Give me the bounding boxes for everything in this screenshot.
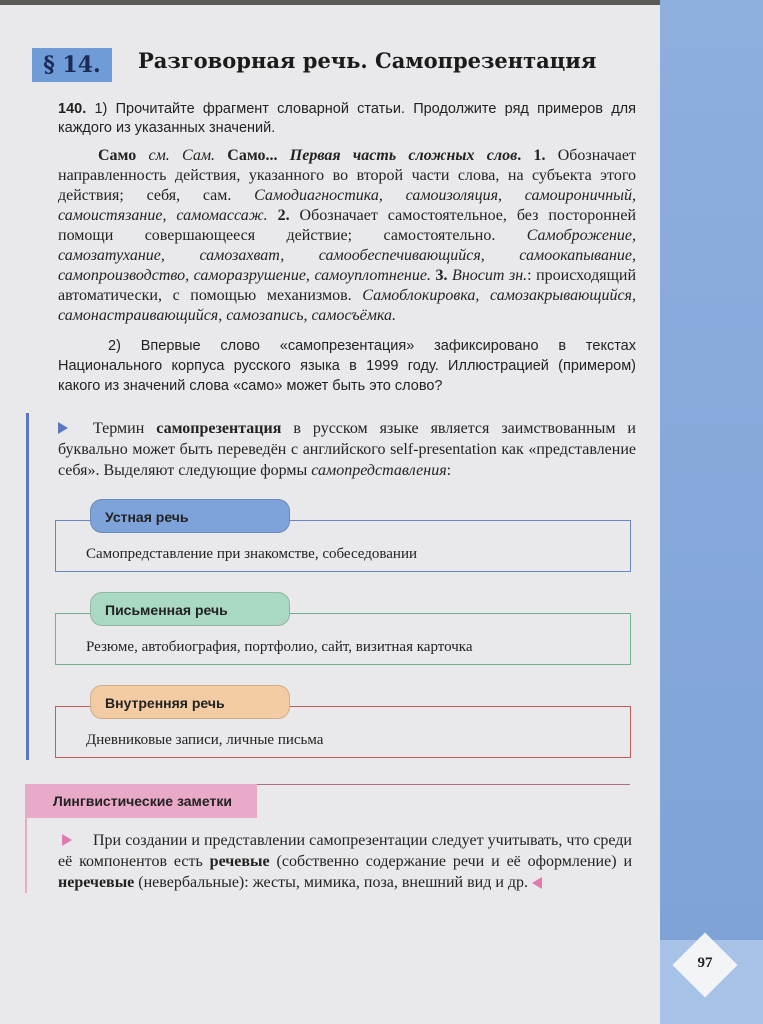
triangle-marker-icon bbox=[58, 422, 68, 434]
form-label-oral: Устная речь bbox=[90, 499, 290, 533]
section-number: § 14. bbox=[32, 48, 112, 82]
section-bar bbox=[26, 413, 29, 760]
linguistic-notes bbox=[25, 784, 632, 893]
notes-rule bbox=[257, 784, 630, 785]
notes-text: неречевые bbox=[58, 874, 135, 891]
dict-text: Самодиагностика, самоизоляция, самоироничный, самоистязание, самомассаж. bbox=[58, 187, 637, 224]
dict-text: Само... bbox=[227, 147, 290, 164]
page-title: Разговорная речь. Самопрезентация bbox=[138, 48, 597, 73]
page-top-edge bbox=[0, 0, 763, 5]
dict-text: Обозначает направленность действия, указанного во второй части слова, на субъекта этого действия; себя, сам. bbox=[58, 147, 636, 204]
dict-text: Самоброжение, самозатухание, самозахват, самообеспечивающийся, самоокапывание, самопроизводство, саморазрушение, самоуплотнение. bbox=[58, 227, 636, 284]
page-content bbox=[53, 100, 637, 893]
form-written bbox=[55, 592, 631, 667]
dict-text: Первая часть сложных слов bbox=[289, 147, 518, 164]
form-oral bbox=[55, 499, 631, 574]
term-text: самопрезентация bbox=[156, 420, 282, 437]
self-presentation-section bbox=[58, 418, 636, 760]
dict-text: Самоблокировка, самозакрывающийся, самонастраивающийся, самозапись, самосъёмка. bbox=[58, 287, 636, 324]
dict-text: : происходящий автоматически, с помощью механизмов. bbox=[58, 267, 637, 304]
term-text: самопредставления bbox=[311, 462, 447, 479]
dict-text: 3. bbox=[430, 267, 453, 284]
triangle-marker-icon bbox=[62, 834, 72, 846]
dict-text: Обозначает самостоятельное, без посторонней помощи совершающееся действие; самостоятельно. bbox=[58, 207, 636, 244]
form-label-inner: Внутренняя речь bbox=[90, 685, 290, 719]
dict-text: Само bbox=[98, 147, 137, 164]
exercise-number: 140. bbox=[58, 101, 87, 117]
dict-text: . 1. bbox=[517, 147, 558, 164]
task-text: 1) Прочитайте фрагмент словарной статьи. Продолжите ряд примеров для каждого из указанных значений. bbox=[58, 101, 636, 136]
form-label-written: Письменная речь bbox=[90, 592, 290, 626]
term-text: : bbox=[446, 462, 452, 479]
notes-heading: Лингвистические заметки bbox=[25, 784, 257, 818]
dictionary-entry bbox=[58, 146, 636, 326]
notes-bar bbox=[25, 818, 27, 893]
exercise-task-2: 2) Впервые слово «самопрезентация» зафиксировано в текстах Национального корпуса русского языка в 1999 году. Иллюстрацией (примером) какого из значений слова «само» может быть это слово? bbox=[58, 338, 636, 394]
notes-text: речевые bbox=[209, 853, 270, 870]
form-text: Дневниковые записи, личные письма bbox=[86, 732, 324, 748]
dict-text: Вносит зн. bbox=[452, 267, 528, 284]
dict-text: 2. bbox=[267, 207, 300, 224]
term-paragraph bbox=[58, 418, 636, 481]
form-text: Самопредставление при знакомстве, собеседовании bbox=[86, 546, 418, 562]
margin-strip bbox=[660, 0, 763, 1024]
term-text: в русском языке является заимствованным и буквально может быть переведён с английского self-presentation как «представление себя». Выделяют следующие формы bbox=[58, 420, 636, 479]
form-inner bbox=[55, 685, 631, 760]
notes-paragraph bbox=[58, 818, 632, 893]
notes-text: (собственно содержание речи и её оформление) и bbox=[269, 853, 633, 870]
exercise-task-1 bbox=[58, 100, 636, 138]
form-text: Резюме, автобиография, портфолио, сайт, визитная карточка bbox=[86, 639, 473, 655]
term-text: Термин bbox=[93, 420, 157, 437]
end-marker-icon bbox=[532, 877, 542, 889]
notes-text: (невербальные): жесты, мимика, поза, внешний вид и др. bbox=[134, 874, 529, 891]
notes-text: При создании и представлении самопрезентации следует учитывать, что среди её компонентов есть bbox=[58, 832, 632, 870]
page-number: 97 bbox=[697, 955, 713, 971]
dict-text: см. Сам. bbox=[136, 147, 228, 164]
